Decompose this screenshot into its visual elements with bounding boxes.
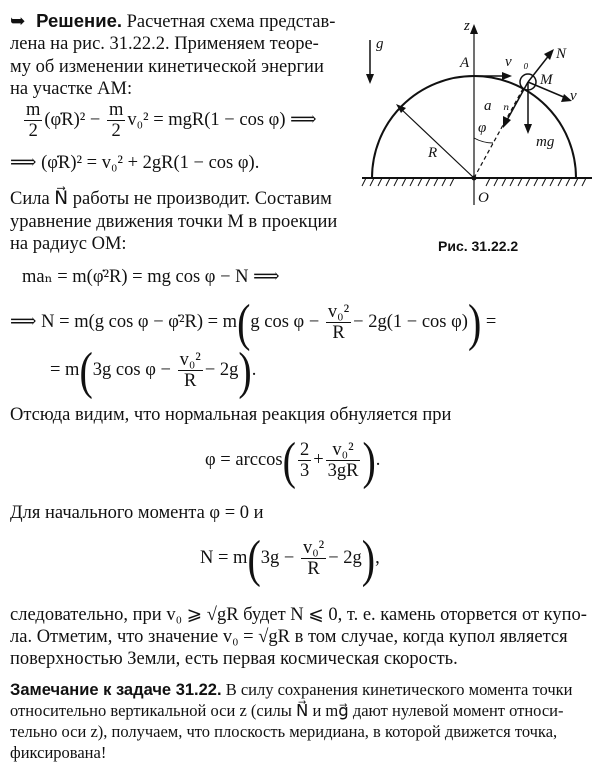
label-v0: v⃗₀ bbox=[505, 54, 529, 70]
label-a: A bbox=[460, 55, 470, 71]
equation-motion: maₙ = m(φ̇²R) = mg cos φ − N ⟹ bbox=[22, 267, 280, 287]
para5-line2: ла. Отметим, что значение v₀ = √gR в том случае, когда купол является bbox=[10, 627, 568, 647]
label-v: v⃗ bbox=[570, 88, 589, 104]
label-g: g⃗ bbox=[376, 36, 396, 52]
an-arrow bbox=[506, 82, 528, 122]
equation-energy: $\frac{m}{2}$ (φ̇R)² − $\frac{m}{2}$ v₀² = mgR(1 − cos φ) ⟹ bbox=[26, 100, 317, 141]
para4: Для начального момента φ = 0 и bbox=[10, 503, 264, 523]
para2-line1: Сила N⃗ работы не производит. Составим bbox=[10, 189, 332, 209]
remark-heading: Замечание к задаче 31.22. bbox=[10, 681, 222, 699]
solution-heading: Решение. bbox=[36, 10, 122, 31]
equation-initial: N = m(3g − $\frac{\text{v₀²}}{R}$ − 2g), bbox=[200, 528, 380, 588]
para2-line3: на радиус OM: bbox=[10, 234, 127, 254]
solution-line2: лена на рис. 31.22.2. Применяем теоре- bbox=[10, 34, 319, 54]
label-n: N⃗ bbox=[556, 46, 578, 62]
solution-line4: на участке AM: bbox=[10, 79, 133, 99]
label-an: a⃗ₙ bbox=[484, 98, 510, 114]
solution-line3: му об изменении кинетической энергии bbox=[10, 57, 324, 77]
label-phi: φ bbox=[478, 120, 487, 136]
solution-arrow-icon: ➥ bbox=[10, 10, 26, 31]
equation-normal-simplified: = m(3g cos φ − $\frac{\text{v₀²}}{R}$ − 2g). bbox=[50, 340, 257, 400]
para2-line2: уравнение движения точки M в проекции bbox=[10, 212, 338, 232]
label-o: O bbox=[478, 190, 489, 206]
equation-velocity: ⟹ (φ̇R)² = v₀² + 2gR(1 − cos φ). bbox=[10, 153, 260, 173]
solution-first-line bbox=[10, 10, 335, 33]
label-r: R bbox=[428, 145, 438, 161]
remark-line2: относительно вертикальной оси z (силы N⃗ и mg⃗ дают нулевой момент относи- bbox=[10, 701, 564, 720]
radius-line bbox=[400, 108, 474, 178]
remark-line3: тельно оси z), получаем, что плоскость меридиана, в которой движется точка, bbox=[10, 722, 558, 741]
point-o bbox=[472, 176, 477, 181]
para5-line1: следовательно, при v₀ ⩾ √gR будет N ⩽ 0, т. е. камень оторвется от купо- bbox=[10, 605, 587, 625]
gravity-arrow-icon bbox=[366, 74, 374, 84]
remark-line1: Замечание к задаче 31.22. В силу сохранения кинетического момента точки bbox=[10, 680, 573, 699]
remark-line4: фиксирована! bbox=[10, 743, 107, 762]
equation-normal-force: ⟹ N = m(g cos φ − φ̇²R) = m(g cos φ − $\frac{\text{v₀²}}{R}$ − 2g(1 − cos φ)) = bbox=[10, 292, 497, 352]
para5-line3: поверхностью Земли, есть первая космическая скорость. bbox=[10, 649, 458, 669]
ground-hatching bbox=[362, 178, 592, 186]
figure-caption: Рис. 31.22.2 bbox=[438, 238, 519, 254]
solution-line1: Расчетная схема представ- bbox=[126, 12, 336, 32]
label-m: M bbox=[540, 72, 553, 88]
equation-arccos: φ = arccos( $\frac{2}{3}$ + $\frac{\text{v₀²}}{3gR}$ ). bbox=[205, 430, 381, 490]
z-axis-arrow-icon bbox=[470, 24, 478, 34]
label-z: z bbox=[464, 18, 470, 34]
para3: Отсюда видим, что нормальная реакция обнуляется при bbox=[10, 405, 452, 425]
label-mg: mg⃗ bbox=[536, 134, 566, 150]
phi-arc bbox=[474, 138, 493, 143]
